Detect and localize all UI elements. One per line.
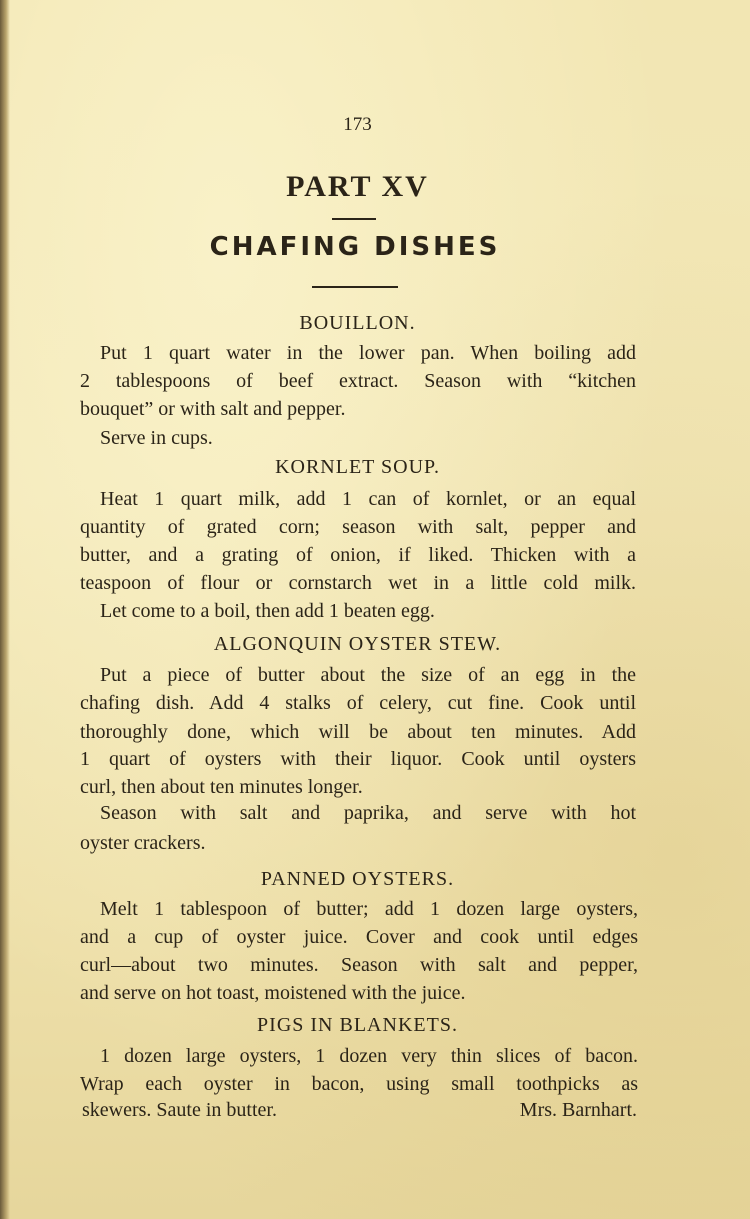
recipe-line: butter, and a grating of onion, if liked. Thicken with a (80, 544, 636, 566)
recipe-line: 1 quart of oysters with their liquor. Cook until oysters (80, 748, 636, 770)
recipe-line: teaspoon of flour or cornstarch wet in a little cold milk. (80, 572, 636, 594)
recipe-line: thoroughly done, which will be about ten minutes. Add (80, 721, 636, 743)
recipe-line: Wrap each oyster in bacon, using small toothpicks as (80, 1073, 638, 1095)
recipe-line: 2 tablespoons of beef extract. Season with “kitchen (80, 370, 636, 392)
divider-rule (332, 218, 376, 220)
recipe-final-line (82, 1098, 637, 1122)
recipe-title-bouillon: BOUILLON. (299, 312, 416, 334)
page-number: 173 (343, 114, 372, 135)
recipe-title-pigs-in-blankets: PIGS IN BLANKETS. (257, 1014, 458, 1036)
recipe-title-kornlet-soup: KORNLET SOUP. (275, 456, 440, 478)
divider-rule (312, 286, 398, 288)
recipe-line: Let come to a boil, then add 1 beaten egg. (100, 600, 435, 622)
recipe-line: oyster crackers. (80, 832, 206, 854)
recipe-line: skewers. Saute in butter. (82, 1099, 277, 1121)
recipe-line: Put 1 quart water in the lower pan. When boiling add (100, 342, 636, 364)
recipe-line: 1 dozen large oysters, 1 dozen very thin slices of bacon. (100, 1045, 638, 1067)
recipe-line: and a cup of oyster juice. Cover and cook until edges (80, 926, 638, 948)
recipe-attribution: Mrs. Barnhart. (519, 1099, 637, 1121)
recipe-line: bouquet” or with salt and pepper. (80, 398, 346, 420)
recipe-line: Heat 1 quart milk, add 1 can of kornlet, or an equal (100, 488, 636, 510)
recipe-line: quantity of grated corn; season with salt, pepper and (80, 516, 636, 538)
recipe-line: chafing dish. Add 4 stalks of celery, cut fine. Cook until (80, 692, 636, 714)
recipe-line: Put a piece of butter about the size of an egg in the (100, 664, 636, 686)
chapter-title: CHAFING DISHES (209, 232, 501, 262)
part-title: PART XV (286, 170, 429, 203)
recipe-line: Melt 1 tablespoon of butter; add 1 dozen large oysters, (100, 898, 638, 920)
recipe-title-algonquin-oyster-stew: ALGONQUIN OYSTER STEW. (213, 633, 502, 655)
recipe-title-panned-oysters: PANNED OYSTERS. (260, 868, 455, 890)
recipe-line: curl, then about ten minutes longer. (80, 776, 363, 798)
recipe-line: curl—about two minutes. Season with salt and pepper, (80, 954, 638, 976)
recipe-line: Season with salt and paprika, and serve with hot (100, 802, 636, 824)
recipe-line: Serve in cups. (100, 427, 213, 449)
recipe-line: and serve on hot toast, moistened with the juice. (80, 982, 466, 1004)
